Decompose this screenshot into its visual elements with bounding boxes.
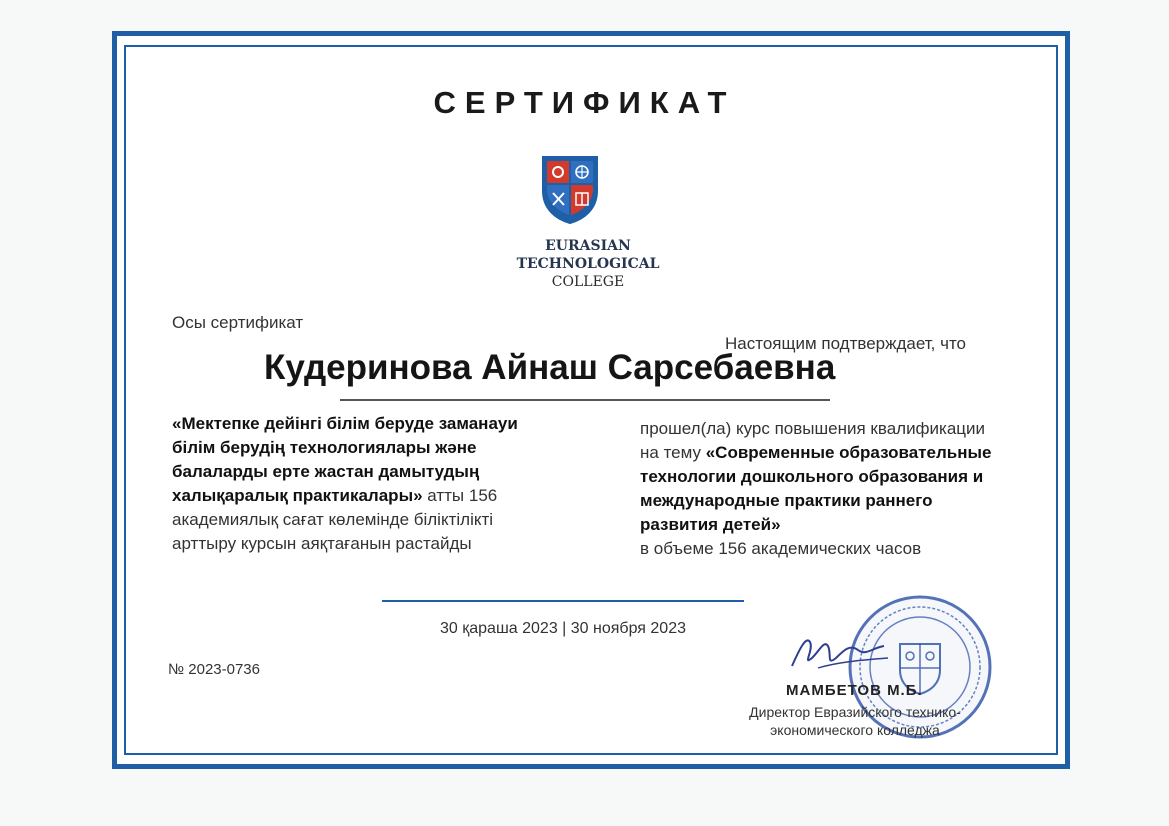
name-underline [340, 399, 830, 401]
ru-course-hours: в объеме 156 академических часов [640, 539, 922, 558]
issue-date: 30 қараша 2023 | 30 ноября 2023 [440, 620, 686, 637]
director-signature [788, 628, 908, 683]
signer-name: МАМБЕТОВ М.Б. [786, 682, 923, 699]
kz-course-details: атты 156 академиялық сағат көлемінде біліктілікті арттыру курсын аяқтағанын растайды [172, 486, 498, 553]
kz-description [172, 412, 552, 556]
ru-description [640, 417, 1000, 561]
college-shield-logo [540, 155, 600, 230]
recipient-name: Кудеринова Айнаш Сарсебаевна [264, 348, 836, 387]
kz-course-title: «Мектепке дейінгі білім беруде заманауи білім берудің технологиялары және балаларды ерте жастан дамытудың халықаралық практикалары» [172, 414, 518, 505]
intro-text-kz: Осы сертификат [172, 313, 304, 332]
college-name-line-1: EURASIAN [545, 238, 631, 254]
ru-course-lead: прошел(ла) курс повышения квалификации на тему [640, 419, 986, 462]
certificate-number: № 2023-0736 [168, 661, 260, 678]
college-name-line-2: TECHNOLOGICAL [516, 256, 660, 272]
signer-position: Директор Евразийского технико-экономического колледжа [749, 704, 961, 738]
intro-text-ru: Настоящим подтверждает, что [725, 334, 967, 353]
college-name-line-3: COLLEGE [551, 274, 625, 290]
date-divider [382, 600, 744, 602]
ru-course-title: «Современные образовательные технологии дошкольного образования и международные практики раннего развития детей» [640, 443, 992, 534]
college-name [470, 237, 706, 291]
certificate-title: СЕРТИФИКАТ [433, 85, 736, 120]
